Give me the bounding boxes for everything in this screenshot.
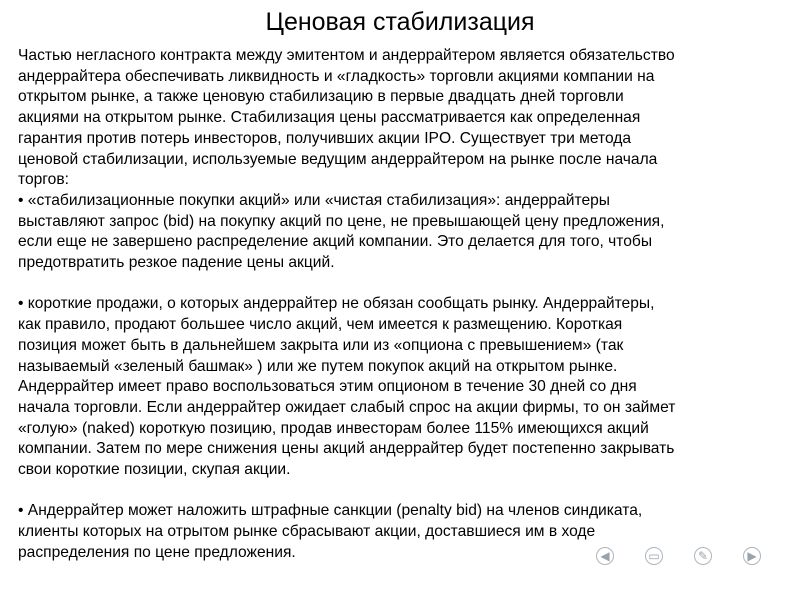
- body-line: предотвратить резкое падение цены акций.: [18, 254, 335, 272]
- body-line: Частью негласного контракта между эмитентом и андеррайтером является обязательство: [18, 47, 675, 64]
- body-line: компании. Затем по мере снижения цены акций андеррайтер будет постепенно закрывать: [18, 440, 675, 458]
- bullet-line: • короткие продажи, о которых андеррайтер не обязан сообщать рынку. Андеррайтеры,: [18, 295, 655, 313]
- paragraph-gap: [18, 481, 782, 502]
- pen-icon[interactable]: ✎: [694, 547, 712, 565]
- body-line: выставляют запрос (bid) на покупку акций по цене, не превышающей цену предложения,: [18, 212, 665, 230]
- body-line: называемый «зеленый башмак» ) или же путем покупок акций на открытом рынке.: [18, 357, 618, 375]
- previous-slide-icon[interactable]: ◀: [596, 547, 614, 565]
- body-line: гарантия против потерь инвесторов, получивших акции IPO. Существует три метода: [18, 129, 632, 147]
- body-line: акциями на открытом рынке. Стабилизация цены рассматривается как определенная: [18, 109, 641, 127]
- slide-menu-icon[interactable]: ▭: [645, 547, 663, 565]
- body-line: торгов:: [18, 171, 69, 189]
- slide-title: Ценовая стабилизация: [265, 8, 535, 36]
- paragraph-gap: [18, 274, 782, 295]
- body-line: как правило, продают большее число акций, чем имеется к размещению. Короткая: [18, 316, 623, 334]
- body-line: клиенты которых на отрытом рынке сбрасывают акции, доставшиеся им в ходе: [18, 523, 596, 541]
- body-line: андеррайтера обеспечивать ликвидность и «гладкость» торговли акциями компании на: [18, 67, 655, 85]
- body-line: открытом рынке, а также ценовую стабилизацию в первые двадцать дней торговли: [18, 88, 624, 106]
- body-line: начала торговли. Если андеррайтер ожидает слабый спрос на акции фирмы, то он займет: [18, 398, 676, 416]
- body-line: если еще не завершено распределение акций компании. Это делается для того, чтобы: [18, 233, 653, 251]
- body-line: «голую» (naked) короткую позицию, продав инвесторам более 115% имеющихся акций: [18, 419, 649, 437]
- body-line: распределения по цене предложения.: [18, 543, 296, 561]
- next-slide-icon[interactable]: ▶: [743, 547, 761, 565]
- bullet-line: • «стабилизационные покупки акций» или «чистая стабилизация»: андеррайтеры: [18, 191, 611, 209]
- body-line: ценовой стабилизации, используемые ведущим андеррайтером на рынке после начала: [18, 150, 658, 168]
- bullet-line: • Андеррайтер может наложить штрафные санкции (penalty bid) на членов синдиката,: [18, 502, 643, 520]
- body-line: свои короткие позиции, скупая акции.: [18, 461, 291, 479]
- body-line: Андеррайтер имеет право воспользоваться этим опционом в течение 30 дней со дня: [18, 378, 637, 396]
- slide-body: [18, 46, 782, 564]
- body-line: позиция может быть в дальнейшем закрыта или из «опциона с превышением» (так: [18, 336, 624, 354]
